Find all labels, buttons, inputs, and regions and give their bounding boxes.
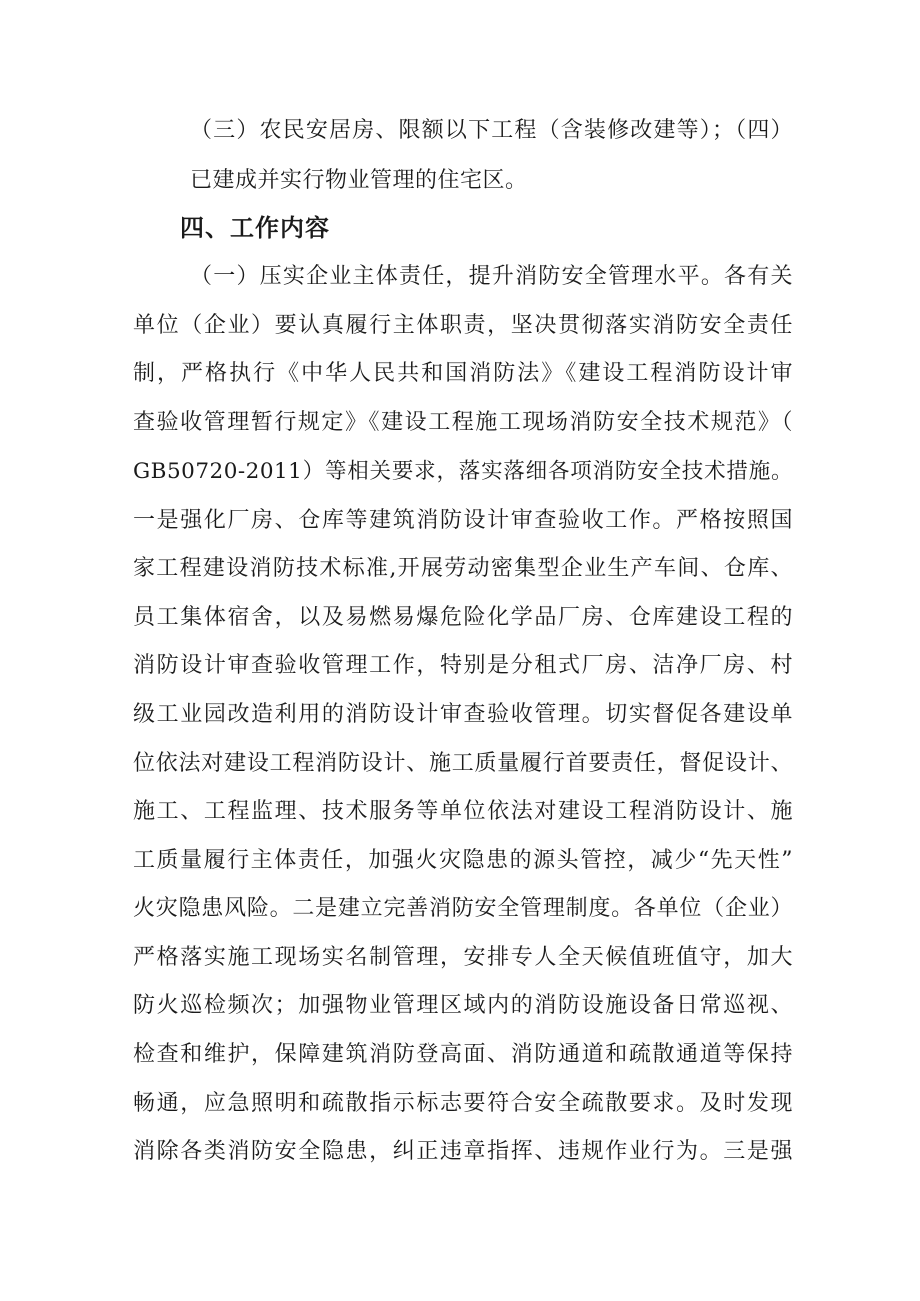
paragraph-line: 位依法对建设工程消防设计、施工质量履行首要责任，督促设计、: [133, 751, 793, 776]
paragraph-line: 查验收管理暂行规定》《建设工程施工现场消防安全技术规范》（: [133, 410, 793, 435]
section-heading: 四、工作内容: [180, 214, 330, 242]
paragraph-line: 防火巡检频次；加强物业管理区域内的消防设施设备日常巡视、: [133, 993, 793, 1018]
paragraph-line: 检查和维护，保障建筑消防登高面、消防通道和疏散通道等保持: [133, 1042, 793, 1067]
paragraph-line: 消防设计审查验收管理工作，特别是分租式厂房、洁净厂房、村: [133, 653, 793, 678]
paragraph-line: 畅通，应急照明和疏散指示标志要符合安全疏散要求。及时发现: [133, 1091, 793, 1116]
paragraph-line: 已建成并实行物业管理的住宅区。: [190, 168, 528, 193]
paragraph-line: GB50720-2011）等相关要求，落实落细各项消防安全技术措施。: [133, 459, 793, 484]
paragraph-line: 消除各类消防安全隐患，纠正违章指挥、违规作业行为。三是强: [133, 1139, 793, 1164]
paragraph-line: （一）压实企业主体责任，提升消防安全管理水平。各有关: [190, 264, 793, 289]
paragraph-line: 一是强化厂房、仓库等建筑消防设计审查验收工作。严格按照国: [133, 508, 793, 533]
paragraph-line: 级工业园改造利用的消防设计审查验收管理。切实督促各建设单: [133, 702, 793, 727]
paragraph-line: 单位（企业）要认真履行主体职责，坚决贯彻落实消防安全责任: [133, 313, 793, 338]
paragraph-line: 火灾隐患风险。二是建立完善消防安全管理制度。各单位（企业）: [133, 896, 793, 921]
paragraph-line: 制，严格执行《中华人民共和国消防法》《建设工程消防设计审: [133, 361, 793, 386]
paragraph-line: 施工、工程监理、技术服务等单位依法对建设工程消防设计、施: [133, 799, 793, 824]
paragraph-line: 严格落实施工现场实名制管理，安排专人全天候值班值守，加大: [133, 945, 793, 970]
paragraph-line: （三）农民安居房、限额以下工程（含装修改建等）；（四）: [190, 118, 793, 143]
paragraph-line: 家工程建设消防技术标准,开展劳动密集型企业生产车间、仓库、: [133, 556, 793, 581]
paragraph-line: 工质量履行主体责任，加强火灾隐患的源头管控，减少“先天性”: [133, 848, 793, 873]
paragraph-line: 员工集体宿舍，以及易燃易爆危险化学品厂房、仓库建设工程的: [133, 605, 793, 630]
